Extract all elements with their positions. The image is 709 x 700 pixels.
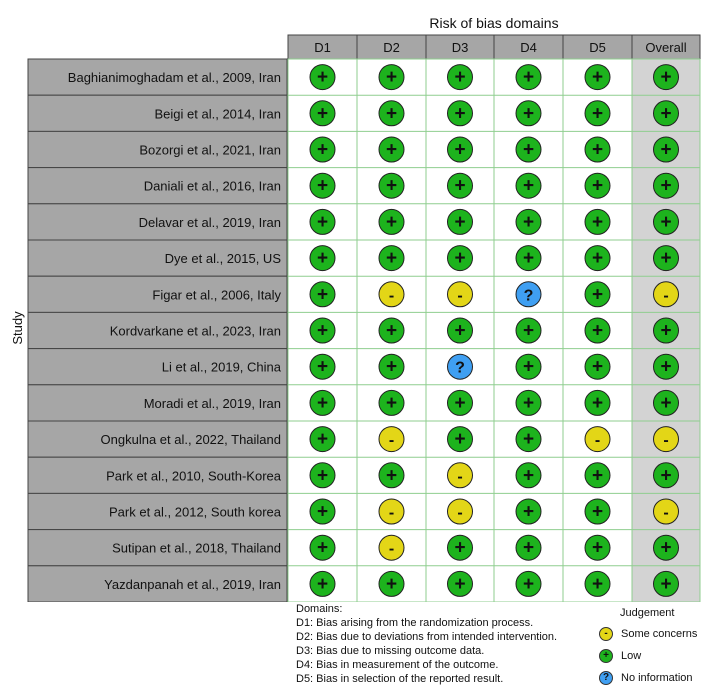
some-concerns-icon: -	[599, 627, 613, 641]
judgement-symbol: +	[316, 573, 329, 595]
study-label: Park et al., 2012, South korea	[109, 504, 281, 520]
column-header-d5: D5	[589, 40, 606, 55]
judgement-symbol: +	[454, 248, 466, 270]
judgement-symbol: +	[660, 573, 672, 595]
domain-d1-description: D1: Bias arising from the randomization process.	[296, 617, 534, 629]
judgement-symbol: +	[522, 103, 535, 125]
domain-d5-description: D5: Bias in selection of the reported result.	[296, 673, 504, 685]
legend-label-no-information: No information	[621, 672, 693, 684]
judgement-symbol: -	[594, 432, 601, 450]
study-label: Beigi et al., 2014, Iran	[154, 106, 281, 122]
judgement-symbol: +	[454, 67, 466, 89]
judgement-symbol: -	[388, 287, 395, 305]
judgement-symbol: +	[522, 211, 535, 233]
judgement-symbol: +	[591, 248, 604, 270]
judgement-symbol: +	[591, 284, 604, 306]
judgement-symbol: +	[660, 139, 672, 161]
study-label: Li et al., 2019, China	[161, 359, 281, 375]
judgement-symbol: +	[522, 573, 535, 595]
judgement-symbol: -	[457, 287, 463, 305]
legend-item-some-concerns	[596, 626, 708, 642]
judgement-symbol: +	[591, 356, 604, 378]
judgement-symbol: -	[457, 504, 463, 522]
judgement-symbol: +	[522, 356, 535, 378]
grid-layer	[28, 35, 700, 602]
domain-d4-description: D4: Bias in measurement of the outcome.	[296, 659, 499, 671]
study-label: Sutipan et al., 2018, Thailand	[112, 540, 281, 556]
judgement-symbol: +	[591, 211, 604, 233]
judgement-symbol: +	[522, 67, 535, 89]
judgement-symbol: +	[660, 248, 672, 270]
judgement-symbol: +	[385, 356, 398, 378]
judgement-symbol: +	[316, 320, 329, 342]
domain-d3-description: D3: Bias due to missing outcome data.	[296, 645, 485, 657]
judgement-symbol: +	[454, 392, 466, 414]
study-label: Moradi et al., 2019, Iran	[143, 395, 281, 411]
judgement-symbol: +	[591, 67, 604, 89]
judgement-symbol: -	[663, 432, 669, 450]
judgement-symbol: +	[591, 139, 604, 161]
low-icon: +	[599, 649, 613, 663]
judgement-symbol: +	[454, 537, 466, 559]
judgement-symbol: +	[522, 501, 535, 523]
judgement-symbol: -	[663, 287, 669, 305]
judgement-symbol: +	[522, 392, 535, 414]
judgement-symbol: +	[591, 573, 604, 595]
judgement-symbol: +	[660, 67, 672, 89]
judgement-symbol: +	[385, 392, 398, 414]
judgement-symbol: +	[316, 537, 329, 559]
judgement-symbol: -	[457, 468, 463, 486]
judgement-symbol: +	[316, 175, 329, 197]
no-information-icon: ?	[599, 671, 613, 685]
judgement-symbol: +	[385, 248, 398, 270]
judgement-symbol: +	[591, 465, 604, 487]
judgement-symbol: +	[660, 356, 672, 378]
chart-title: Risk of bias domains	[429, 15, 559, 31]
judgement-symbol: +	[316, 211, 329, 233]
study-label: Park et al., 2010, South-Korea	[106, 468, 281, 484]
judgement-symbol: +	[454, 429, 466, 451]
judgement-symbol: +	[591, 103, 604, 125]
judgement-symbol: +	[316, 284, 329, 306]
judgement-symbol: +	[385, 103, 398, 125]
judgement-symbol: +	[522, 465, 535, 487]
judgement-symbol: +	[660, 175, 672, 197]
study-label: Ongkulna et al., 2022, Thailand	[100, 432, 281, 448]
column-header-d3: D3	[451, 40, 469, 55]
study-label: Bozorgi et al., 2021, Iran	[139, 142, 281, 158]
judgement-symbol: -	[388, 504, 395, 522]
study-label: Kordvarkane et al., 2023, Iran	[109, 323, 281, 339]
judgement-symbol: -	[663, 504, 669, 522]
judgement-symbol: +	[660, 320, 672, 342]
study-label: Delavar et al., 2019, Iran	[138, 214, 281, 230]
judgement-symbol: +	[522, 175, 535, 197]
judgement-symbol: +	[522, 248, 535, 270]
judgement-symbol: +	[316, 465, 329, 487]
judgement-symbol: +	[385, 211, 398, 233]
judgement-symbol: +	[454, 211, 466, 233]
judgement-symbol: +	[591, 537, 604, 559]
column-header-d4: D4	[520, 40, 537, 55]
judgement-symbol: +	[454, 139, 466, 161]
judgement-symbol: +	[316, 429, 329, 451]
column-header-overall: Overall	[645, 40, 687, 55]
judgement-symbol: +	[660, 103, 672, 125]
judgement-symbol: +	[316, 501, 329, 523]
judgement-symbol: +	[591, 320, 604, 342]
judgement-symbol: +	[660, 465, 672, 487]
judgement-symbol: ?	[455, 359, 465, 377]
judgement-symbol: +	[385, 573, 398, 595]
judgement-symbol: +	[522, 537, 535, 559]
legend-label-low: Low	[621, 650, 642, 662]
domains-legend	[296, 602, 596, 686]
judgement-symbol: +	[385, 67, 398, 89]
judgement-symbol: +	[591, 175, 604, 197]
judgement-symbol: +	[591, 392, 604, 414]
judgement-symbol: +	[522, 139, 535, 161]
column-header-d1: D1	[314, 40, 331, 55]
legend-item-low	[596, 648, 708, 664]
judgement-symbol: +	[660, 211, 672, 233]
judgement-symbol: +	[316, 67, 329, 89]
judgement-symbol: +	[385, 320, 398, 342]
judgement-symbol: -	[388, 432, 395, 450]
judgement-symbol: +	[454, 320, 466, 342]
study-label: Yazdanpanah et al., 2019, Iran	[104, 576, 281, 592]
judgement-symbol: +	[522, 429, 535, 451]
study-label: Daniali et al., 2016, Iran	[143, 178, 281, 194]
judgement-symbol: +	[591, 501, 604, 523]
judgement-symbol: +	[316, 356, 329, 378]
judgement-symbol: ?	[523, 287, 534, 305]
judgement-symbol: +	[385, 139, 398, 161]
judgement-legend-title: Judgement	[620, 607, 675, 619]
judgement-symbol: +	[454, 573, 466, 595]
judgement-symbol: +	[660, 537, 672, 559]
judgement-legend	[596, 606, 708, 692]
judgement-symbol: +	[454, 103, 466, 125]
column-header-d2: D2	[383, 40, 400, 55]
judgement-symbol: +	[522, 320, 535, 342]
study-label: Dye et al., 2015, US	[164, 251, 281, 267]
judgement-symbol: +	[454, 175, 466, 197]
judgement-symbol: +	[316, 392, 329, 414]
study-label: Baghianimoghadam et al., 2009, Iran	[67, 70, 281, 86]
y-axis-label: Study	[10, 311, 25, 345]
legend-label-some-concerns: Some concerns	[621, 628, 698, 640]
study-label: Figar et al., 2006, Italy	[152, 287, 281, 303]
domains-legend-title: Domains:	[296, 603, 343, 615]
judgement-symbol: +	[385, 465, 398, 487]
judgement-symbol: +	[316, 139, 329, 161]
judgement-symbol: +	[316, 248, 329, 270]
judgement-symbol: +	[660, 392, 672, 414]
legend-item-no-information	[596, 670, 708, 686]
judgement-symbol: +	[316, 103, 329, 125]
domain-d2-description: D2: Bias due to deviations from intended intervention.	[296, 631, 558, 643]
judgement-symbol: -	[388, 540, 395, 558]
judgement-symbol: +	[385, 175, 398, 197]
